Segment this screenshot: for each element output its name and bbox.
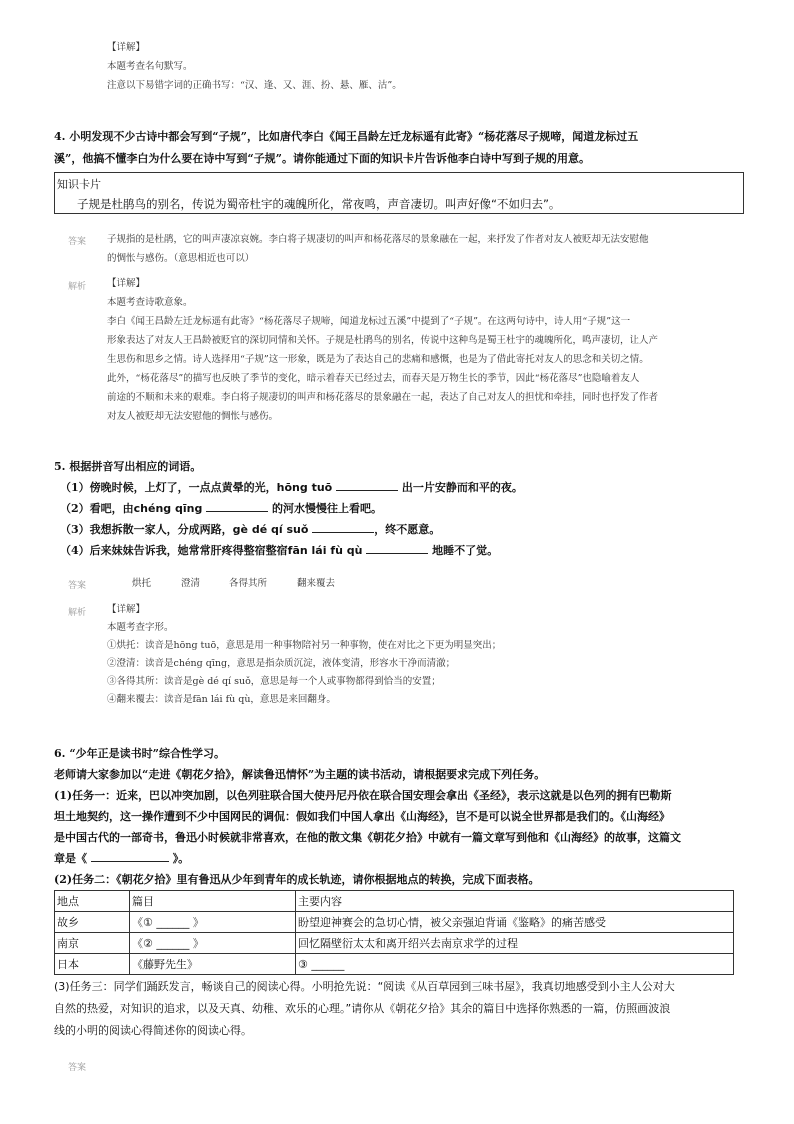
- pinyin-item-before: （2）看吧，由: [60, 502, 134, 515]
- table-header-cell: 地点: [55, 891, 130, 912]
- table-row: [55, 912, 734, 933]
- task-1-line: 坦土地契约，这一操作遭到不少中国网民的调侃：假如我们中国人拿出《山海经》，岂不是可以说全世界都是我们的。《山海经》: [54, 810, 670, 823]
- fill-blank[interactable]: [312, 521, 374, 533]
- pinyin-item: [60, 479, 523, 495]
- analysis-line: ②澄清：读音是chéng qīng，意思是指杂质沉淀，液体变清，形容水干净而清澈；: [107, 658, 456, 669]
- answer-label: 答案: [68, 581, 87, 591]
- fill-blank[interactable]: [91, 850, 169, 862]
- answer-word: 各得其所: [229, 578, 268, 589]
- task-2-line: (2)任务二：《朝花夕拾》里有鲁迅从少年到青年的成长轨迹，请你根据地点的转换，完成下面表格。: [54, 873, 540, 886]
- table-cell-blank[interactable]: ③ ______: [296, 954, 734, 975]
- analysis-line: ①烘托：读音是hōng tuō，意思是用一种事物陪衬另一种事物，使在对比之下更为明显突出；: [107, 640, 502, 651]
- answer-line: 的惆怅与感伤。（意思相近也可以）: [107, 253, 255, 264]
- answer-line: 子规指的是杜鹃，它的叫声凄凉哀婉。李白将子规凄切的叫声和杨花落尽的景象融在一起，来抒发了作者对友人被贬却无法安慰他: [107, 234, 649, 245]
- table-cell-blank[interactable]: 《② ______ 》: [130, 933, 296, 954]
- analysis-line: 李白《闻王昌龄左迁龙标遥有此寄》“杨花落尽子规啼，闻道龙标过五溪”中提到了“子规”。在这两句诗中，诗人用“子规”这一: [107, 316, 631, 327]
- answer-label: 答案: [68, 1063, 87, 1073]
- fill-blank[interactable]: [206, 500, 268, 512]
- table-header-cell: 主要内容: [296, 891, 734, 912]
- analysis-line: 本题考查诗歌意象。: [107, 297, 193, 308]
- question-4-stem: 4. 小明发现不少古诗中都会写到“子规”，比如唐代李白《闻王昌龄左迁龙标遥有此寄》“杨花落尽子规啼，闻道龙标过五: [54, 130, 639, 143]
- analysis-line: 对友人被贬却无法安慰他的惆怅与感伤。: [107, 411, 279, 422]
- table-cell: 南京: [55, 933, 130, 954]
- table-cell: 盼望迎神赛会的急切心情，被父亲强迫背诵《鉴略》的痛苦感受: [296, 912, 734, 933]
- task-1-line: (1)任务一：近来，巴以冲突加剧，以色列驻联合国大使丹尼丹依在联合国安理会拿出《圣经》，表示这就是以色列的拥有巴勒斯: [54, 789, 672, 802]
- knowledge-card-title: 知识卡片: [57, 178, 101, 191]
- table-header-row: [55, 891, 734, 912]
- table-cell: 《藤野先生》: [130, 954, 296, 975]
- table-cell: 日本: [55, 954, 130, 975]
- pinyin-item-before: （3）我想拆散一家人，分成两路，: [60, 523, 233, 536]
- pinyin-item-after: 出一片安静而和平的夜。: [401, 481, 523, 494]
- analysis-tag: 【详解】: [107, 604, 146, 615]
- pinyin-text: fān lái fù qù: [287, 544, 363, 557]
- task-3-line: (3)任务三：同学们踊跃发言，畅谈自己的阅读心得。小明抢先说：“阅读《从百草园到三味书屋》，我真切地感受到小主人公对大: [54, 980, 675, 993]
- pinyin-text: hōng tuō: [276, 481, 333, 494]
- question-5-stem: 5. 根据拼音写出相应的词语。: [54, 460, 202, 473]
- question-6-stem: 6. “少年正是读书时”综合性学习。: [54, 747, 225, 760]
- knowledge-card: [54, 172, 744, 214]
- detail-line: 注意以下易错字词的正确书写：“汉、逢、又、涯、扮、悬、雁、沽”。: [107, 80, 402, 91]
- table-cell: 回忆隔壁衍太太和离开绍兴去南京求学的过程: [296, 933, 734, 954]
- locations-table: [54, 890, 734, 975]
- table-cell-blank[interactable]: 《① ______ 》: [130, 912, 296, 933]
- pinyin-item-after: 地睡不了觉。: [432, 544, 499, 557]
- fill-blank[interactable]: [336, 479, 398, 491]
- answer-word: 烘托: [132, 578, 152, 589]
- knowledge-card-text: 子规是杜鹃鸟的别名，传说为蜀帝杜宇的魂魄所化，常夜鸣，声音凄切。叫声好像“不如归去”。: [77, 197, 561, 211]
- task-3-line: 自然的热爱，对知识的追求，以及天真、幼稚、欢乐的心理。”请你从《朝花夕拾》其余的篇目中选择你熟悉的一篇，仿照画波浪: [54, 1002, 671, 1015]
- task-1-line: 是中国古代的一部奇书，鲁迅小时候就非常喜欢，在他的散文集《朝花夕拾》中就有一篇文章写到他和《山海经》的故事，这篇文: [54, 831, 681, 844]
- analysis-label: 解析: [68, 608, 87, 618]
- question-6-intro: 老师请大家参加以“走进《朝花夕拾》，解读鲁迅情怀”为主题的读书活动，请根据要求完成下列任务。: [54, 768, 546, 781]
- fill-blank[interactable]: [366, 542, 428, 554]
- table-header-cell: 篇目: [130, 891, 296, 912]
- pinyin-item-after: 的河水慢慢往上看吧。: [272, 502, 383, 515]
- question-4-stem: 溪”，他搞不懂李白为什么要在诗中写到“子规”。请你能通过下面的知识卡片告诉他李白诗中写到子规的用意。: [54, 152, 590, 165]
- task-1-line: [54, 850, 189, 866]
- task-3-line: 线的小明的阅读心得简述你的阅读心得。: [54, 1024, 252, 1037]
- answer-word: 翻来覆去: [297, 578, 336, 589]
- detail-tag: 【详解】: [107, 42, 146, 53]
- analysis-line: 前途的不顺和未来的艰难。李白将子规凄切的叫声和杨花落尽的景象融在一起，表达了自己对友人的担忧和牵挂，同时也抒发了作者: [107, 392, 659, 403]
- task-1-text: 章是《: [54, 852, 87, 865]
- answer-word: 澄清: [181, 578, 201, 589]
- pinyin-item-before: （1）傍晚时候，上灯了，一点点黄晕的光，: [60, 481, 277, 494]
- analysis-label: 解析: [68, 282, 87, 292]
- analysis-line: 此外，“杨花落尽”的描写也反映了季节的变化，暗示着春天已经过去，而春天是万物生长的季节，因此“杨花落尽”也隐喻着友人: [107, 373, 640, 384]
- analysis-line: 本题考查字形。: [107, 622, 174, 633]
- table-row: [55, 954, 734, 975]
- analysis-line: 生思伤和思乡之情。诗人选择用“子规”这一形象，既是为了表达自己的悲痛和感慨，也是为了借此寄托对友人的思念和关切之情。: [107, 354, 649, 365]
- pinyin-text: chéng qīng: [133, 502, 203, 515]
- analysis-line: ④翻来覆去：读音是fān lái fù qù，意思是来回翻身。: [107, 694, 336, 705]
- pinyin-text: gè dé qí suǒ: [232, 523, 309, 536]
- pinyin-item-before: （4）后来妹妹告诉我，她常常肝疼得整宿整宿: [60, 544, 288, 557]
- analysis-line: 形象表达了对友人王昌龄被贬官的深切同情和关怀。子规是杜鹃鸟的别名，传说中这种鸟是蜀王杜宇的魂魄所化，鸣声凄切，让人产: [107, 335, 659, 346]
- analysis-line: ③各得其所：读音是gè dé qí suǒ，意思是每一个人或事物都得到恰当的安置；: [107, 676, 441, 687]
- pinyin-item: [60, 500, 382, 516]
- pinyin-item: [60, 521, 440, 537]
- pinyin-item: [60, 542, 498, 558]
- table-cell: 故乡: [55, 912, 130, 933]
- detail-line: 本题考查名句默写。: [107, 61, 193, 72]
- task-1-text: 》。: [172, 852, 190, 865]
- answer-label: 答案: [68, 237, 87, 247]
- pinyin-item-after: ，终不愿意。: [374, 523, 441, 536]
- table-row: [55, 933, 734, 954]
- analysis-tag: 【详解】: [107, 278, 146, 289]
